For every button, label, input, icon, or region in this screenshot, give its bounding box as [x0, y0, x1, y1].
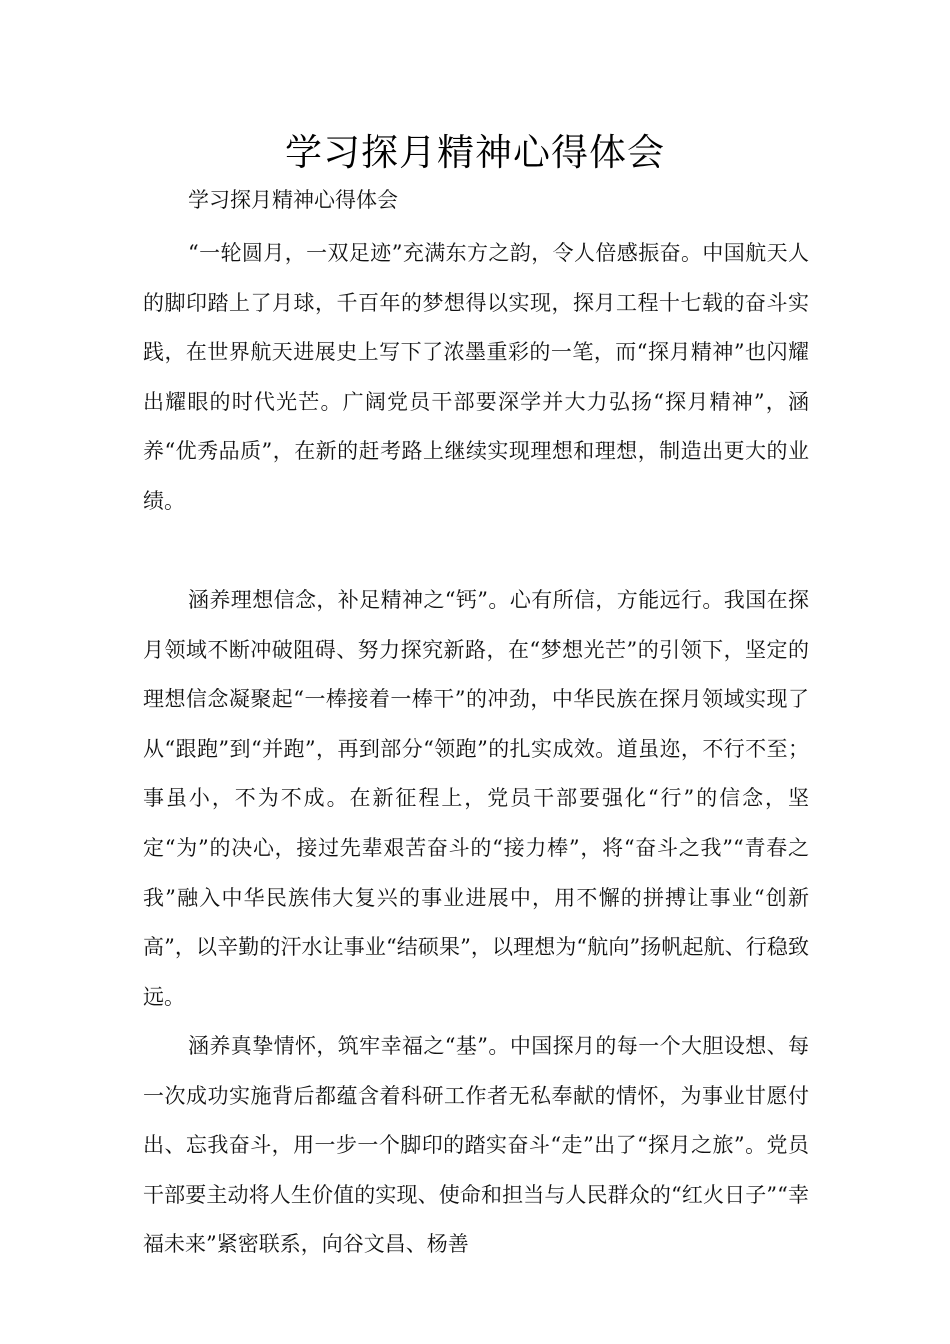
document-subtitle: 学习探月精神心得体会 [188, 188, 398, 212]
paragraph-2: 涵养理想信念，补足精神之“钙”。心有所信，方能远行。我国在探月领域不断冲破阻碍、努力探究新路，在“梦想光芒”的引领下，坚定的理想信念凝聚起“一棒接着一棒干”的冲劲，中华民族在探月领域实现了从“跟跑”到“并跑”，再到部分“领跑”的扎实成效。道虽迩，不行不至；事虽小，不为不成。在新征程上，党员干部要强化“行”的信念，坚定“为”的决心，接过先辈艰苦奋斗的“接力棒”，将“奋斗之我”“青春之我”融入中华民族伟大复兴的事业进展中，用不懈的拼搏让事业“创新高”，以辛勤的汗水让事业“结硕果”，以理想为“航向”扬帆起航、行稳致远。 [143, 588, 809, 1009]
document-title: 学习探月精神心得体会 [285, 131, 665, 174]
paragraph-3: 涵养真挚情怀，筑牢幸福之“基”。中国探月的每一个大胆设想、每一次成功实施背后都蕴含着科研工作者无私奉献的情怀，为事业甘愿付出、忘我奋斗，用一步一个脚印的踏实奋斗“走”出了“探月之旅”。党员干部要主动将人生价值的实现、使命和担当与人民群众的“红火日子”“幸福未来”紧密联系，向谷文昌、杨善 [143, 1034, 809, 1257]
paragraph-1: “一轮圆月，一双足迹”充满东方之韵，令人倍感振奋。中国航天人的脚印踏上了月球，千百年的梦想得以实现，探月工程十七载的奋斗实践，在世界航天进展史上写下了浓墨重彩的一笔，而“探月精神”也闪耀出耀眼的时代光芒。广阔党员干部要深学并大力弘扬“探月精神”，涵养“优秀品质”，在新的赶考路上继续实现理想和理想，制造出更大的业绩。 [143, 241, 809, 513]
